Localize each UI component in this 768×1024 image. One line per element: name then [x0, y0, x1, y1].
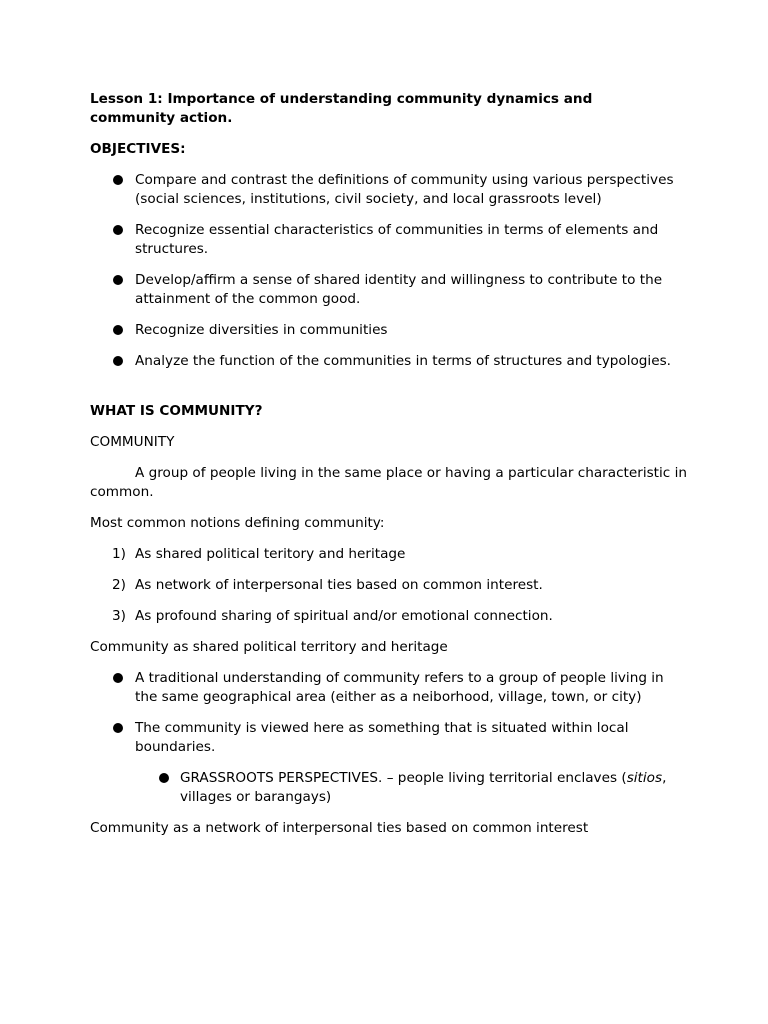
list-item: Analyze the function of the communities in terms of structures and typologies.	[90, 352, 690, 371]
objectives-heading: OBJECTIVES:	[90, 141, 186, 157]
list-item: The community is viewed here as something that is situated within local boundaries.	[90, 719, 690, 757]
community-term: COMMUNITY	[90, 434, 175, 450]
lesson-title-line1: Lesson 1: Importance of understanding community dynamics and	[90, 91, 593, 107]
list-item: Compare and contrast the definitions of community using various perspectives (social sciences, institutions, civil society, and local grassroots level)	[90, 171, 690, 209]
what-is-community-heading: WHAT IS COMMUNITY?	[90, 403, 263, 419]
objectives-list	[90, 171, 690, 371]
list-item: 1) As shared political teritory and heritage	[112, 546, 406, 562]
bullet-icon	[113, 325, 123, 335]
grassroots-sublist	[90, 769, 690, 807]
network-heading: Community as a network of interpersonal ties based on common interest	[90, 820, 589, 836]
territory-heading: Community as shared political territory and heritage	[90, 639, 448, 655]
bullet-icon	[113, 175, 123, 185]
list-item: 2) As network of interpersonal ties based on common interest.	[112, 577, 543, 593]
list-item: Recognize essential characteristics of communities in terms of elements and structures.	[90, 221, 690, 259]
bullet-icon	[113, 673, 123, 683]
community-definition: A group of people living in the same place or having a particular characteristic in common.	[90, 465, 687, 500]
list-item: Recognize diversities in communities	[90, 321, 690, 340]
bullet-icon	[113, 225, 123, 235]
notions-intro: Most common notions defining community:	[90, 515, 385, 531]
document-page	[90, 90, 690, 838]
bullet-icon	[113, 356, 123, 366]
bullet-icon	[159, 773, 169, 783]
list-item: A traditional understanding of community refers to a group of people living in the same geographical area (either as a neiborhood, village, town, or city)	[90, 669, 690, 707]
lesson-title	[90, 90, 690, 128]
list-item: GRASSROOTS PERSPECTIVES. – people living territorial enclaves (sitios, villages or barangays)	[90, 769, 690, 807]
list-item: 3) As profound sharing of spiritual and/or emotional connection.	[112, 608, 553, 624]
list-item: Develop/affirm a sense of shared identity and willingness to contribute to the attainment of the common good.	[90, 271, 690, 309]
bullet-icon	[113, 275, 123, 285]
notions-list	[90, 545, 690, 626]
territory-list	[90, 669, 690, 757]
bullet-icon	[113, 723, 123, 733]
lesson-title-line2: community action.	[90, 110, 233, 126]
